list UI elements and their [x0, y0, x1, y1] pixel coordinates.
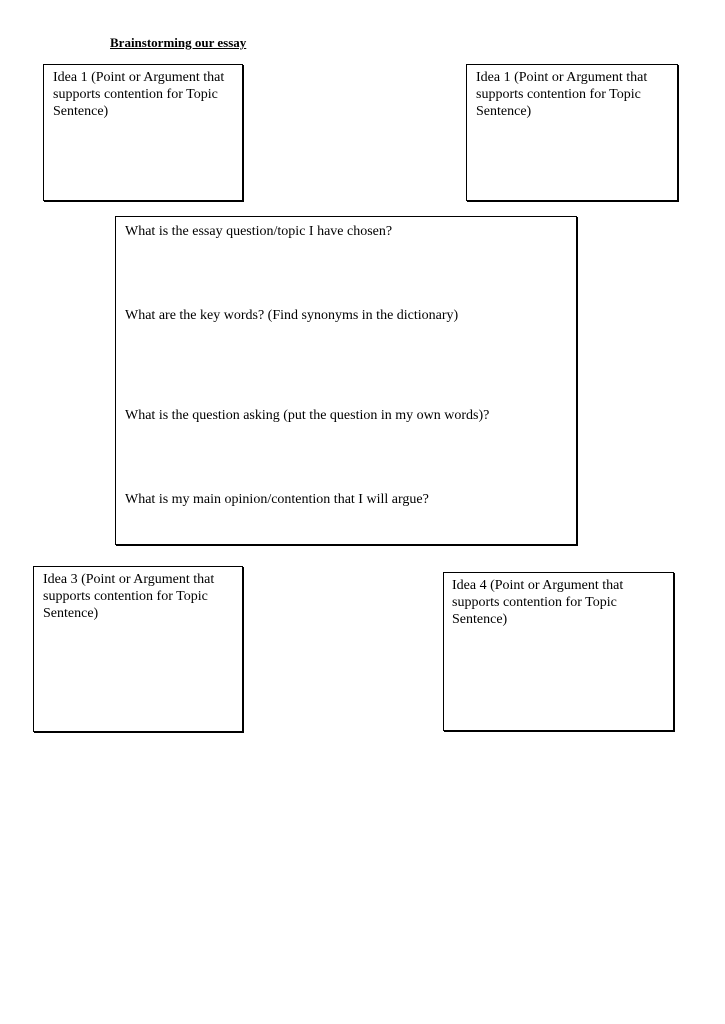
question-what-asking: What is the question asking (put the question in my own words)? — [125, 408, 490, 423]
essay-question-box — [115, 216, 577, 545]
idea-box-label: Idea 3 (Point or Argument that supports contention for Topic Sentence) — [43, 572, 215, 621]
question-key-words: What are the key words? (Find synonyms in the dictionary) — [125, 308, 459, 323]
idea-box-label: Idea 1 (Point or Argument that supports contention for Topic Sentence) — [53, 70, 225, 119]
idea-box-top-right — [466, 64, 678, 201]
idea-box-label: Idea 4 (Point or Argument that supports contention for Topic Sentence) — [452, 578, 624, 627]
question-topic-chosen: What is the essay question/topic I have chosen? — [125, 224, 393, 239]
question-main-contention: What is my main opinion/contention that I will argue? — [125, 492, 429, 507]
idea-box-label: Idea 1 (Point or Argument that supports contention for Topic Sentence) — [476, 70, 648, 119]
idea-box-top-left — [43, 64, 243, 201]
idea-box-bottom-right — [443, 572, 674, 731]
idea-box-bottom-left — [33, 566, 243, 732]
page-title: Brainstorming our essay — [110, 35, 247, 50]
